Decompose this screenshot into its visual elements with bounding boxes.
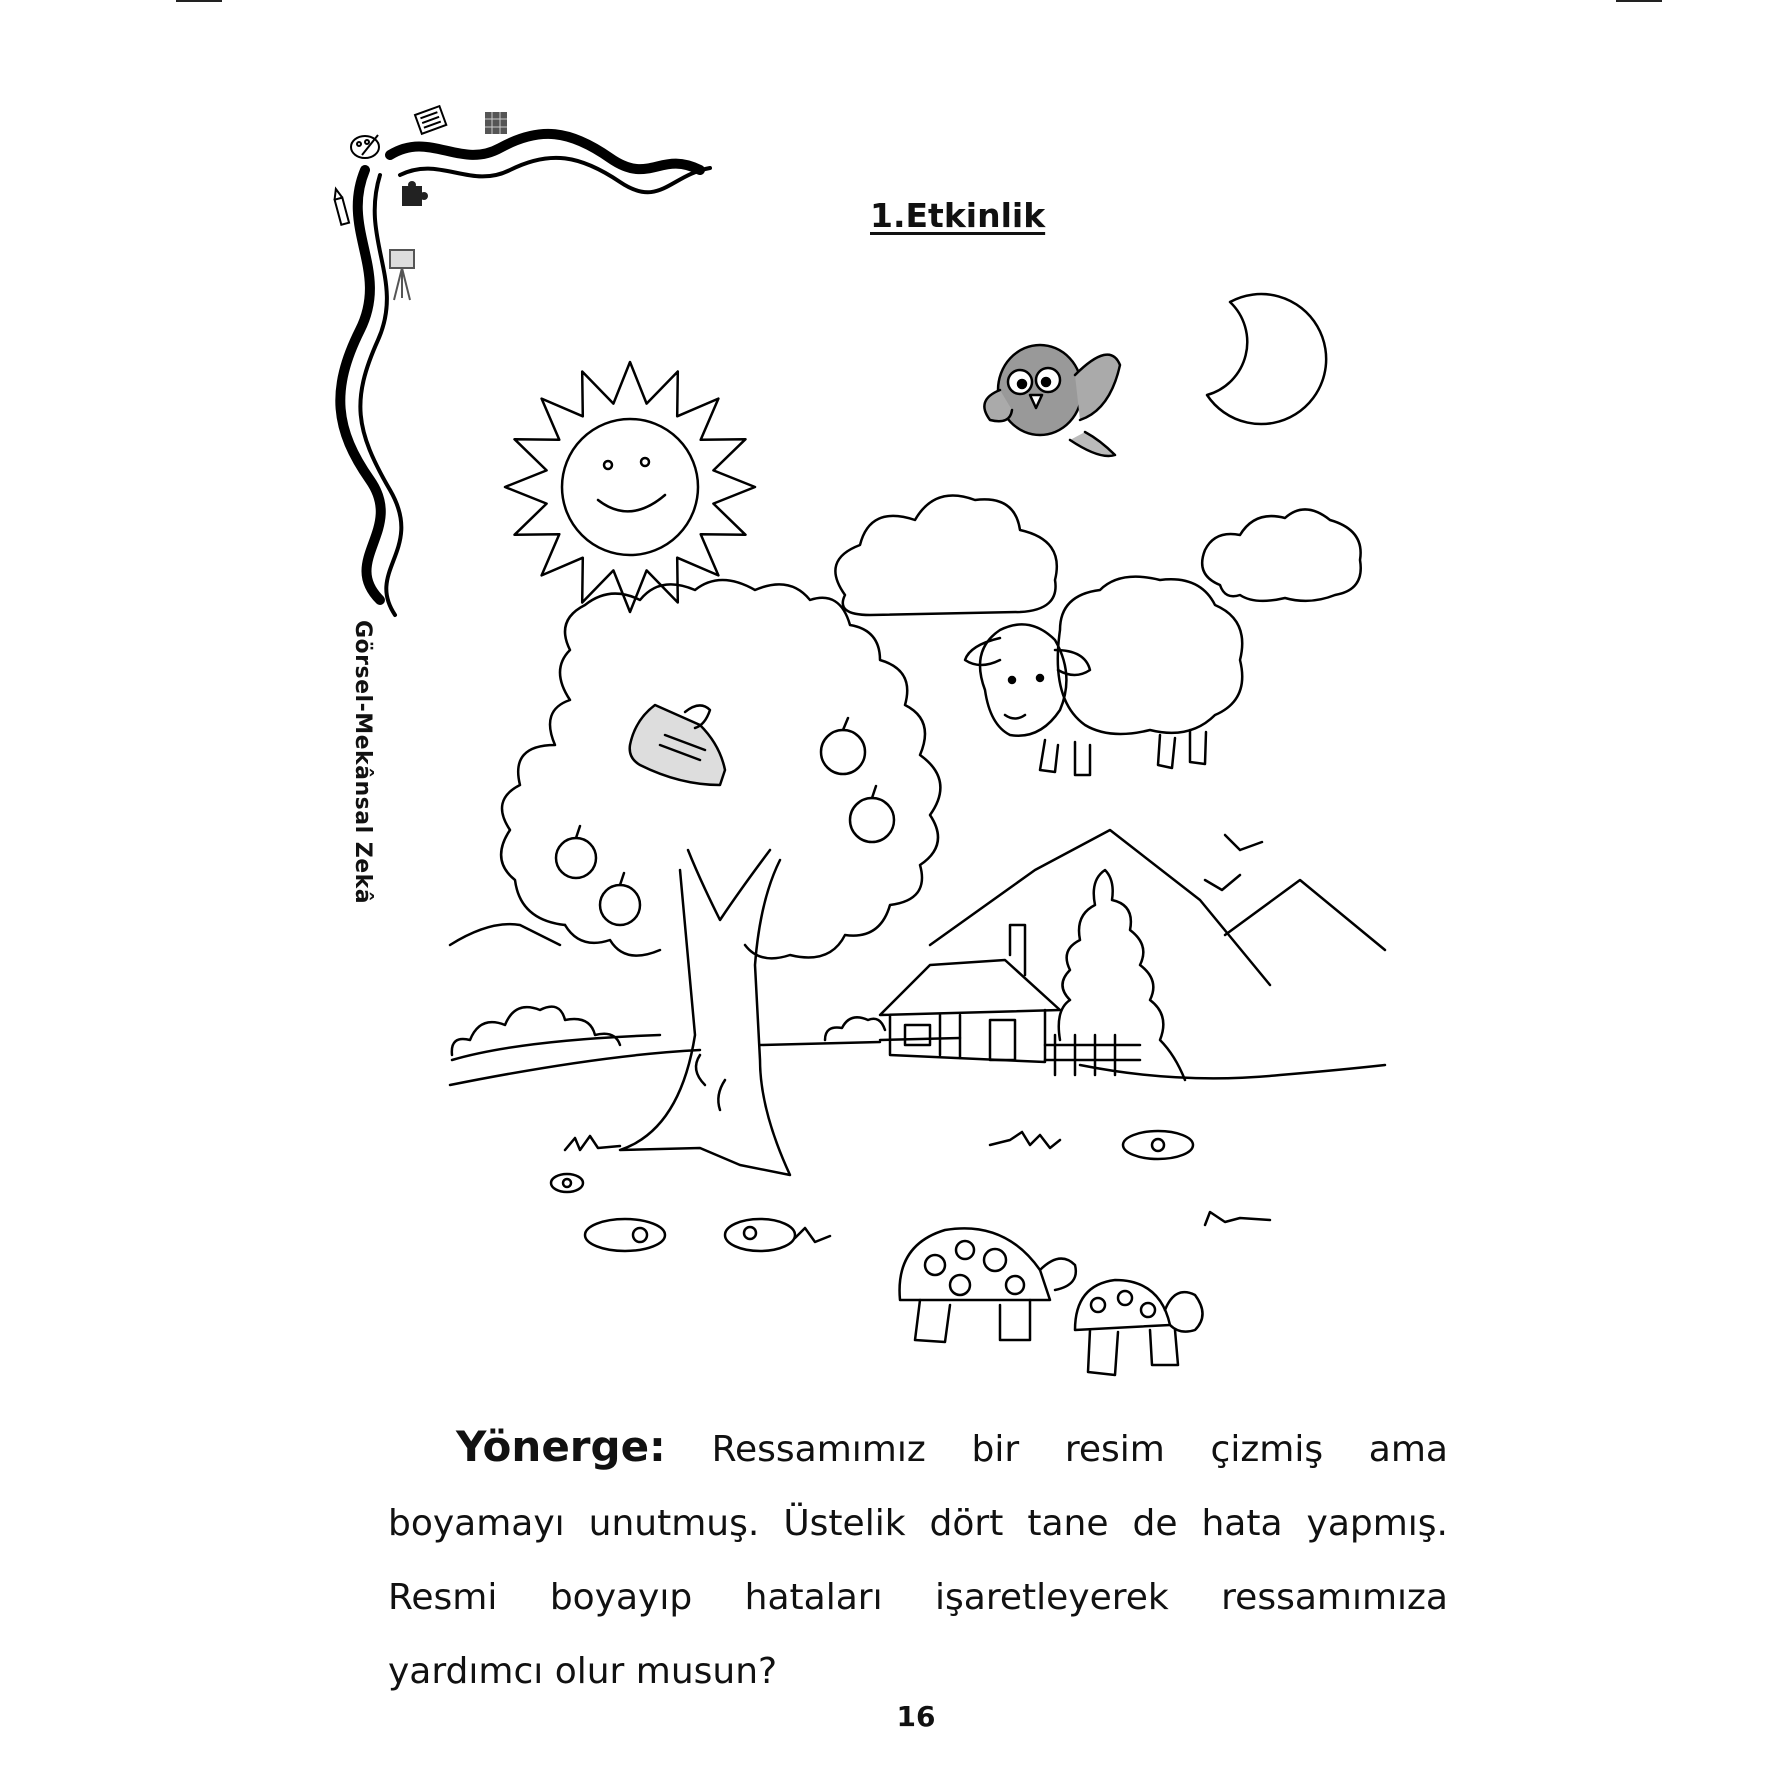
activity-illustration xyxy=(440,290,1400,1390)
flower-icon xyxy=(725,1219,795,1251)
flower-icon xyxy=(585,1219,665,1251)
page-number: 16 xyxy=(896,1700,936,1733)
apple-icon xyxy=(556,826,596,878)
sun-icon xyxy=(505,362,755,612)
side-label xyxy=(350,620,405,905)
grass-icon xyxy=(565,1136,620,1150)
turtle-icon xyxy=(900,1228,1076,1342)
apple-icon xyxy=(600,873,640,925)
house-icon xyxy=(880,925,1060,1062)
wavy-border-top xyxy=(390,134,710,192)
cloud-icon xyxy=(835,496,1056,616)
ground-line xyxy=(450,1042,1385,1085)
bird-icon xyxy=(1225,835,1262,850)
sheep-icon xyxy=(965,577,1242,775)
grass-icon xyxy=(795,1228,830,1242)
instruction-paragraph xyxy=(388,1410,1448,1709)
palette-icon xyxy=(351,135,379,158)
page-title: 1.Etkinlik xyxy=(870,196,1046,235)
pine-tree-icon xyxy=(1059,870,1185,1080)
apple-icon xyxy=(821,718,865,774)
bird-icon xyxy=(1205,875,1240,890)
puzzle-icon xyxy=(402,181,428,206)
instruction-label: Yönerge: xyxy=(456,1422,666,1471)
hill-line xyxy=(452,1035,960,1060)
crop-mark-left xyxy=(176,0,222,2)
bush-icon xyxy=(825,1017,885,1040)
wavy-border-left xyxy=(340,170,401,615)
flower-icon xyxy=(551,1174,583,1192)
grass-icon xyxy=(990,1132,1060,1148)
cloud-icon xyxy=(1202,509,1361,600)
pencil-icon xyxy=(332,188,349,225)
sneaker-icon xyxy=(630,705,725,785)
rubik-cube-icon xyxy=(485,112,507,134)
notebook-icon xyxy=(415,106,446,134)
bush-icon xyxy=(452,1007,620,1055)
tree-icon xyxy=(501,580,940,1175)
flower-icon xyxy=(1123,1131,1193,1159)
crop-mark-right xyxy=(1616,0,1662,2)
mountain-icon xyxy=(450,830,1385,985)
moon-icon xyxy=(1207,294,1326,424)
side-label-text: Görsel-Mekânsal Zekâ xyxy=(350,620,375,905)
grass-icon xyxy=(1205,1212,1270,1225)
easel-icon xyxy=(390,250,414,300)
apple-icon xyxy=(850,786,894,842)
instruction-text: Ressamımız bir resim çizmiş ama boyamayı unutmuş. Üstelik dört tane de hata yapmış. Resmi boyayıp hataları işaretleyerek ressamımıza yardımcı olur musun? xyxy=(388,1429,1448,1692)
owl-icon xyxy=(984,345,1120,456)
turtle-icon xyxy=(1075,1280,1203,1375)
